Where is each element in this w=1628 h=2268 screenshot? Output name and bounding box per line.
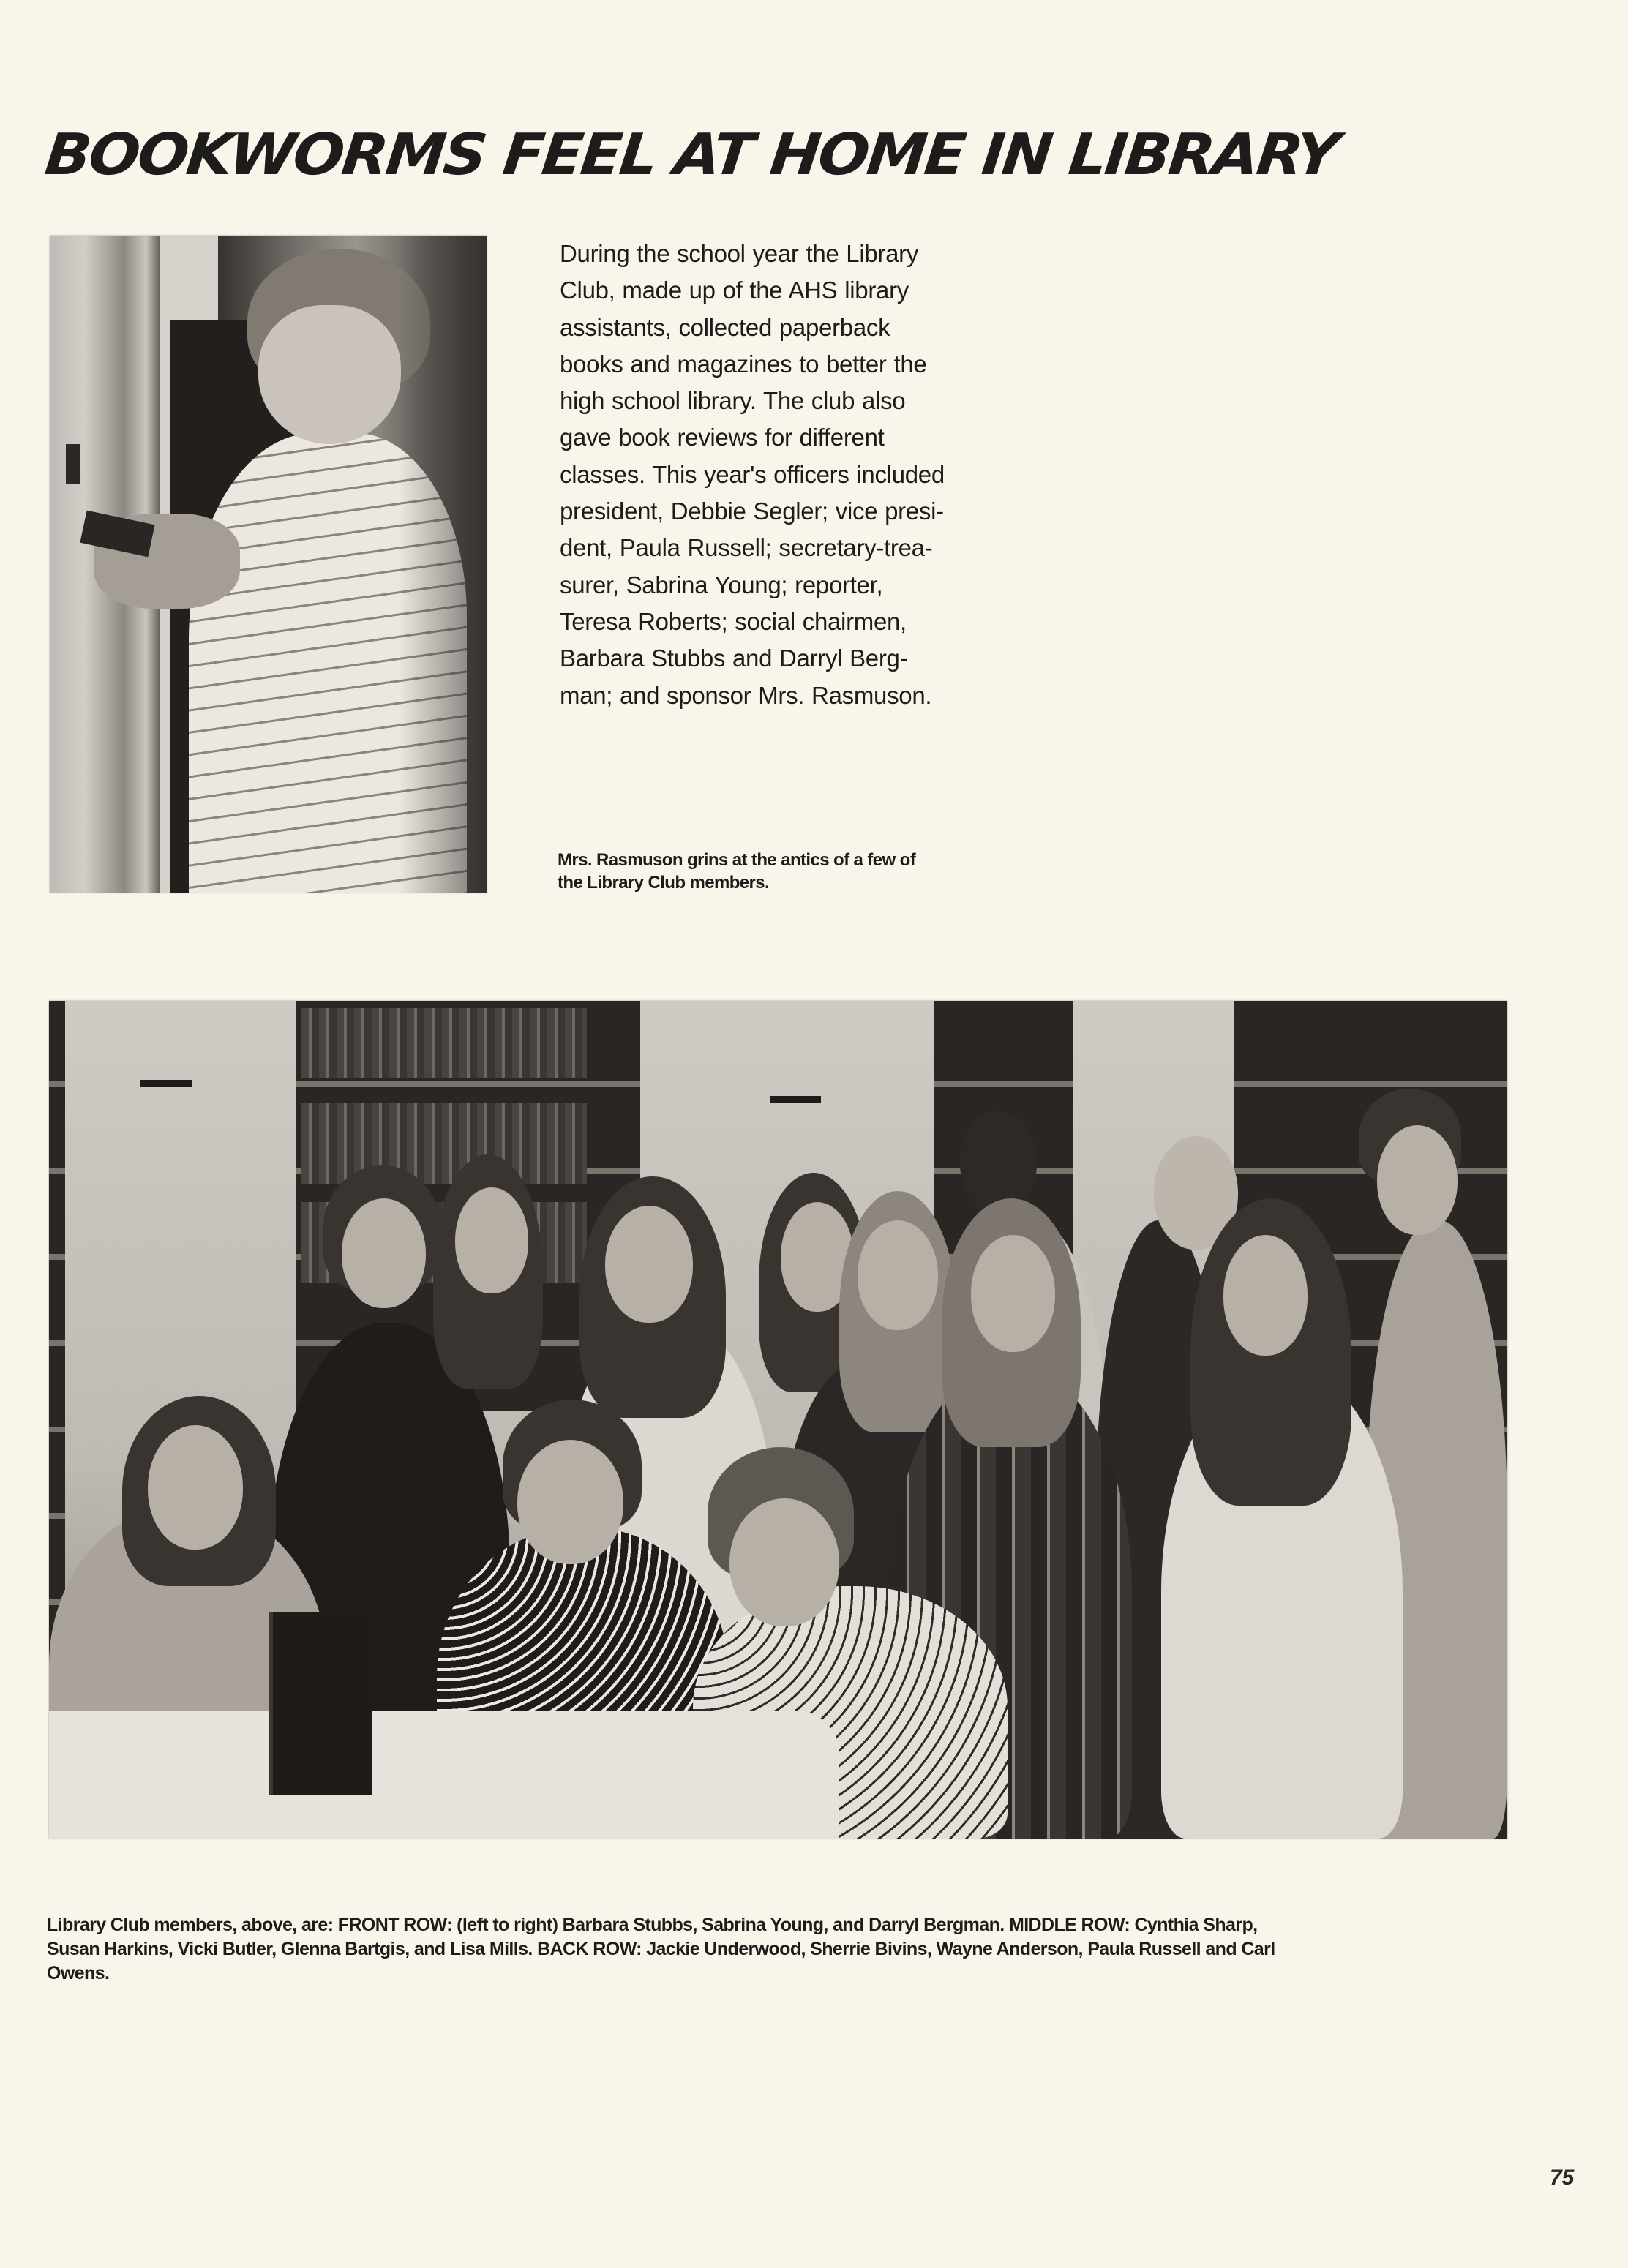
body-line: assistants, collected paperback	[560, 313, 890, 341]
body-line: surer, Sabrina Young; reporter,	[560, 571, 883, 598]
portrait-caption	[558, 849, 1026, 894]
wall-shadow	[399, 236, 487, 893]
body-line: high school library. The club also	[560, 387, 906, 415]
shelf-sign	[140, 1080, 192, 1087]
body-line: man; and sponsor Mrs. Rasmuson.	[560, 681, 932, 709]
book-stack	[269, 1612, 372, 1795]
person-head	[971, 1235, 1055, 1352]
body-line: books and magazines to better the	[560, 350, 927, 378]
body-line: president, Debbie Segler; vice presi-	[560, 497, 944, 525]
body-line: gave book reviews for different	[560, 424, 885, 451]
body-line: Barbara Stubbs and Darryl Berg-	[560, 645, 908, 672]
caption-line: Mrs. Rasmuson grins at the antics of a few of	[558, 850, 916, 870]
sponsor-portrait-photo	[50, 236, 487, 893]
smiling-face	[258, 305, 401, 444]
page-number: 75	[1550, 2166, 1575, 2190]
body-line: During the school year the Library	[560, 240, 919, 267]
book-row	[301, 1103, 587, 1184]
book-row	[301, 1008, 587, 1078]
person-head	[605, 1206, 693, 1323]
person-head	[517, 1440, 623, 1564]
person-head	[455, 1187, 528, 1293]
body-line: Teresa Roberts; social chairmen,	[560, 607, 907, 635]
library-club-group-photo	[49, 1001, 1507, 1839]
light-switch	[66, 444, 80, 484]
body-line: Club, made up of the AHS library	[560, 277, 909, 304]
shelf-sign	[770, 1096, 821, 1103]
caption-line: the Library Club members.	[558, 873, 770, 893]
caption-line: Owens.	[47, 1963, 110, 1983]
article-body	[560, 236, 1028, 714]
caption-line: Susan Harkins, Vicki Butler, Glenna Bartgis, and Lisa Mills. BACK ROW: Jackie Underwood, Sherrie Bivins, Wayne Anderson, Paula Russell and Carl	[47, 1939, 1275, 1959]
person-head	[1377, 1125, 1458, 1235]
library-table	[49, 1711, 839, 1839]
body-line: classes. This year's officers included	[560, 460, 945, 488]
page-headline: BOOKWORMS FEEL AT HOME IN LIBRARY	[42, 121, 1341, 188]
group-photo-caption	[47, 1913, 1510, 1986]
person-head	[342, 1198, 426, 1308]
person-head	[729, 1498, 839, 1626]
person-head	[148, 1425, 243, 1550]
caption-line: Library Club members, above, are: FRONT ROW: (left to right) Barbara Stubbs, Sabrina Young, and Darryl Bergman. MIDDLE ROW: Cynthia Sharp,	[47, 1915, 1258, 1935]
person-head	[1223, 1235, 1308, 1356]
person-head	[960, 1111, 1037, 1213]
person-head	[858, 1220, 938, 1330]
body-line: dent, Paula Russell; secretary-trea-	[560, 534, 933, 562]
